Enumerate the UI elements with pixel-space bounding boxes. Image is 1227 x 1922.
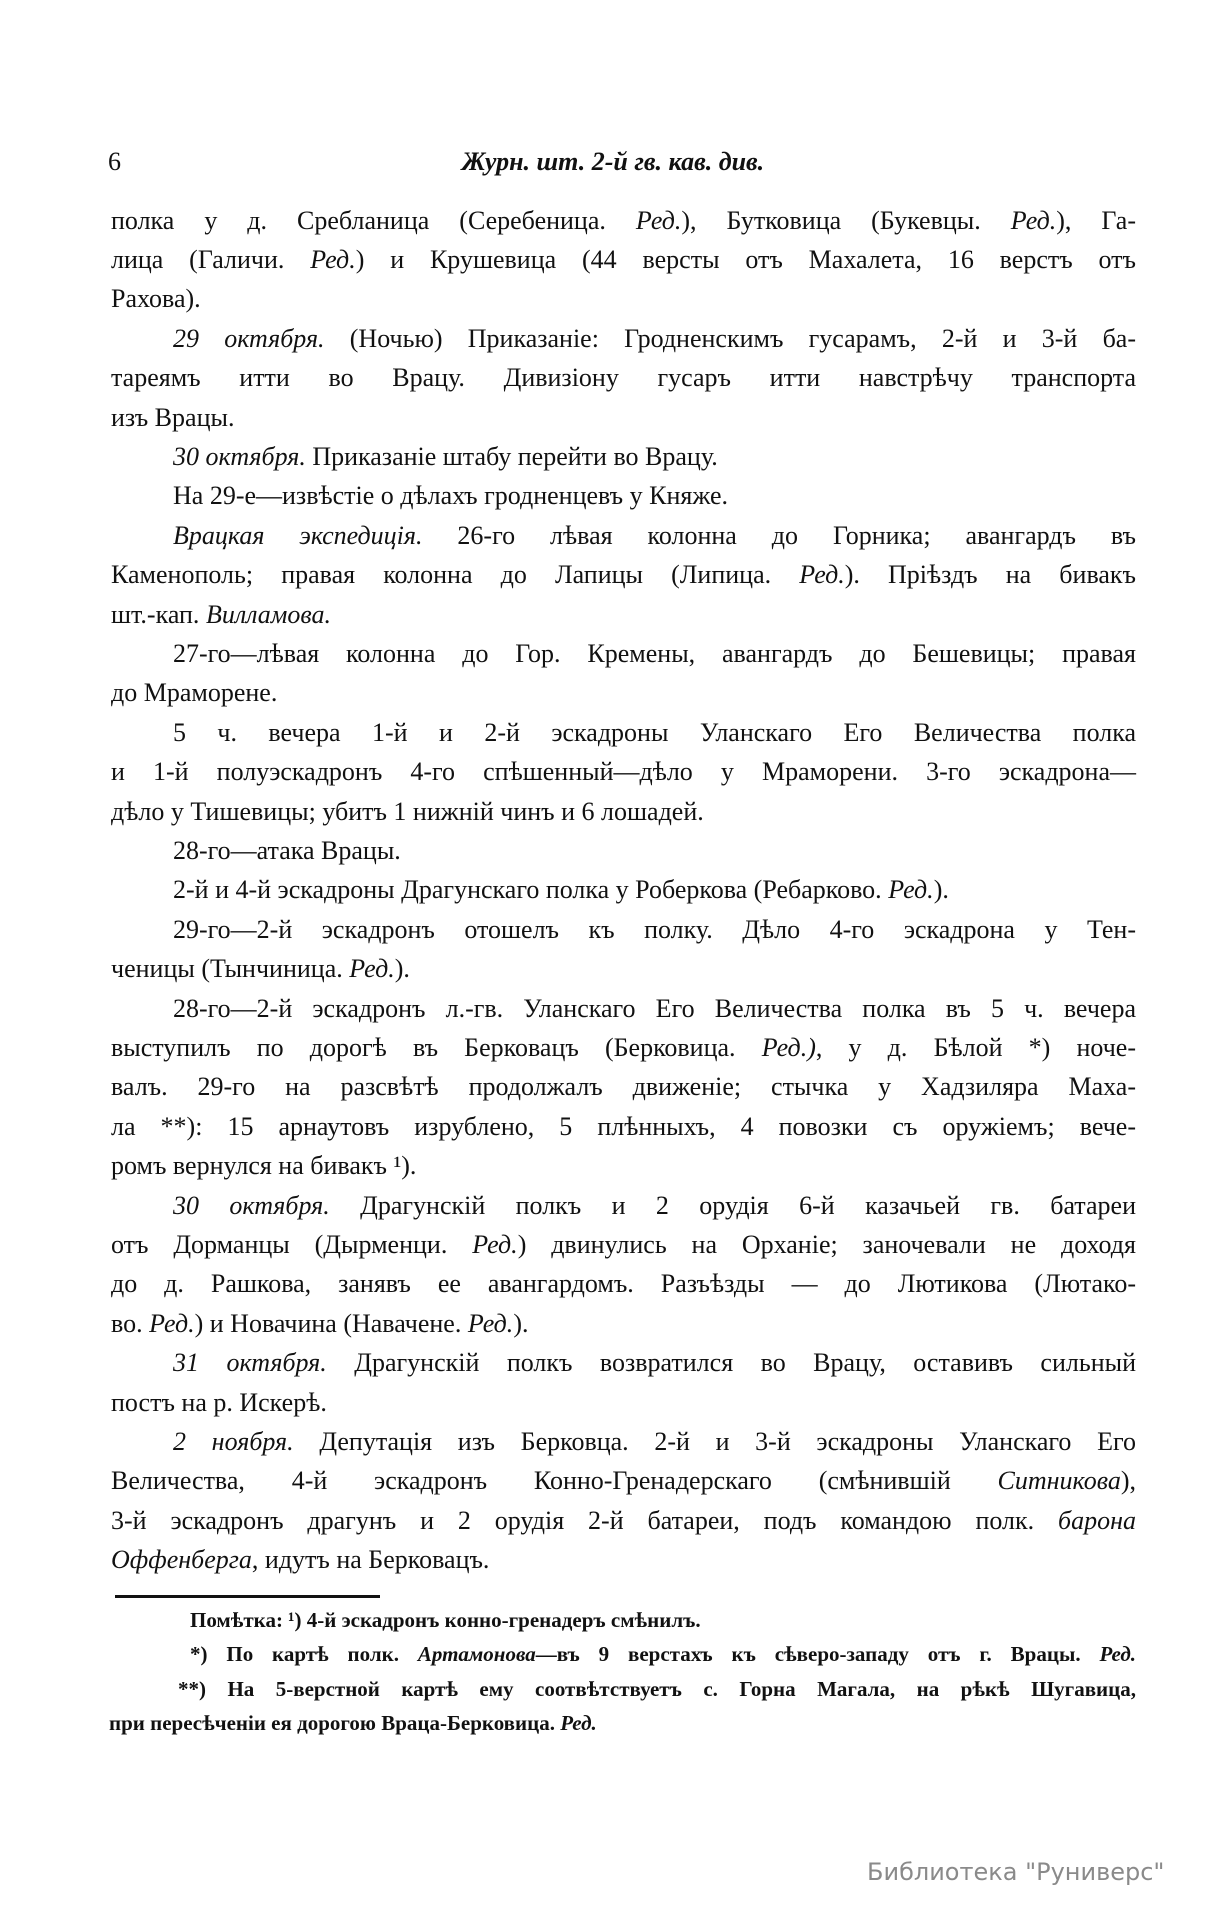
text-line [111, 1107, 1136, 1146]
text-line [173, 713, 1136, 752]
text-line [173, 870, 1136, 909]
text-line [111, 358, 1136, 397]
text-segment: *) По картѣ полк. [190, 1642, 418, 1666]
text-segment: Приказаніе штабу перейти во Врацу. [305, 441, 718, 471]
italic-text: Ред. [560, 1711, 597, 1735]
text-segment: 27-го—лѣвая колонна до Гор. Кремены, авангардъ до Бешевицы; правая [173, 638, 1136, 668]
italic-text: Ситникова [997, 1466, 1121, 1496]
text-segment: изъ Врацы. [111, 402, 235, 432]
text-segment: при пересѣченіи ея дорогою Враца-Берковица. [109, 1711, 561, 1735]
text-segment: 26-го лѣвая колонна до Горника; авангардъ въ [422, 520, 1136, 550]
italic-text: барона [1058, 1505, 1136, 1535]
footnote-line [109, 1706, 1136, 1740]
text-segment: отъ Дорманцы (Дырменци. [111, 1229, 473, 1259]
italic-text: Оффенберга [111, 1545, 252, 1575]
italic-text: 29 октября. [173, 323, 325, 353]
text-line [111, 1146, 1136, 1185]
text-segment: 2-й и 4-й эскадроны Драгунскаго полка у Роберкова (Ребарково. [173, 875, 889, 905]
text-segment: 3-й эскадронъ драгунъ и 2 орудія 2-й батареи, подъ командою полк. [111, 1505, 1059, 1535]
text-line [173, 476, 1136, 515]
italic-text: 31 октября. [173, 1348, 327, 1378]
text-segment: **) На 5-верстной картѣ ему соотвѣтствуетъ с. Горна Магала, на рѣкѣ Шугавица, [178, 1677, 1136, 1701]
italic-text: Ред. [472, 1229, 518, 1259]
text-segment: ), Бутковица (Букевцы. [681, 205, 1011, 235]
library-watermark: Библиотека "Руниверс" [867, 1858, 1165, 1886]
italic-text: Ред. [888, 875, 934, 905]
footnote-separator [115, 1595, 380, 1598]
text-segment: Помѣтка: ¹) 4-й эскадронъ конно-гренадеръ смѣнилъ. [190, 1608, 701, 1632]
text-line [111, 555, 1136, 594]
italic-text: Ред. [310, 244, 356, 274]
text-segment: ) и Крушевица (44 версты отъ Махалета, 16 верстъ отъ [355, 244, 1136, 274]
italic-text: Ред. [1010, 205, 1057, 235]
text-line [111, 1304, 1136, 1343]
text-segment: и 1-й полуэскадронъ 4-го спѣшенный—дѣло у Мраморени. 3-го эскадрона— [111, 757, 1136, 787]
text-segment: лица (Галичи. [111, 244, 311, 274]
text-line [173, 989, 1136, 1028]
text-segment: постъ на р. Искерѣ. [111, 1387, 327, 1417]
text-segment: Каменополь; правая колонна до Лапицы (Липица. [111, 560, 800, 590]
text-segment: 28-го—атака Врацы. [173, 835, 401, 865]
text-line [111, 1540, 1136, 1579]
text-line [111, 1501, 1136, 1540]
page-number: 6 [108, 147, 121, 176]
text-segment: шт.-кап. [111, 599, 206, 629]
text-line [111, 792, 1136, 831]
footnote-line [190, 1637, 1136, 1671]
text-line [111, 398, 1136, 437]
text-segment: до д. Рашкова, занявъ ее авангардомъ. Разъѣзды — до Лютикова (Лютако- [111, 1269, 1136, 1299]
text-segment: Драгунскій полкъ и 2 орудія 6-й казачьей гв. батареи [329, 1190, 1136, 1220]
text-line [111, 949, 1136, 988]
italic-text: Ред. [149, 1308, 195, 1338]
text-segment: валъ. 29-го на разсвѣтѣ продолжалъ движеніе; стычка у Хадзиляра Маха- [111, 1072, 1136, 1102]
running-title: Журн. шт. 2-й гв. кав. див. [461, 147, 765, 176]
text-segment: ла **): 15 арнаутовъ изрублено, 5 плѣнныхъ, 4 повозки съ оружіемъ; вече- [111, 1111, 1136, 1141]
text-segment: ромъ вернулся на бивакъ ¹). [111, 1151, 417, 1181]
text-line [111, 1067, 1136, 1106]
text-segment: дѣло у Тишевицы; убитъ 1 нижній чинъ и 6 лошадей. [111, 796, 704, 826]
text-line [173, 516, 1136, 555]
text-segment: Величества, 4-й эскадронъ Конно-Гренадерскаго (смѣнившій [111, 1466, 998, 1496]
text-segment: 29-го—2-й эскадронъ отошелъ къ полку. Дѣло 4-го эскадрона у Тен- [173, 914, 1136, 944]
text-segment: На 29-е—извѣстіе о дѣлахъ гродненцевъ у Княже. [173, 481, 728, 511]
italic-text: 2 ноября. [173, 1426, 294, 1456]
text-segment: ), [1120, 1466, 1136, 1496]
text-segment: ) и Новачина (Навачене. [194, 1308, 468, 1338]
text-line [173, 1186, 1136, 1225]
italic-text: Ред. [1099, 1642, 1136, 1666]
text-line [111, 1461, 1136, 1500]
text-segment: тареямъ итти во Врацу. Дивизіону гусаръ итти навстрѣчу транспорта [111, 363, 1136, 393]
text-segment: ). [394, 954, 410, 984]
text-segment: до Мраморене. [111, 678, 278, 708]
text-line [111, 1264, 1136, 1303]
text-line [111, 1383, 1136, 1422]
italic-text: Вилламова. [205, 599, 332, 629]
text-line [111, 279, 1136, 318]
text-line [111, 201, 1136, 240]
text-segment: , идутъ на Берковацъ. [251, 1545, 490, 1575]
text-line [173, 319, 1136, 358]
text-segment: выступилъ по дорогѣ въ Берковацъ (Берковица. [111, 1032, 762, 1062]
text-segment: Депутація изъ Берковца. 2-й и 3-й эскадроны Уланскаго Его [293, 1426, 1136, 1456]
text-segment: 28-го—2-й эскадронъ л.-гв. Уланскаго Его Величества полка въ 5 ч. вечера [173, 993, 1136, 1023]
text-segment: , у д. Бѣлой *) ноче- [815, 1032, 1136, 1062]
text-segment: Драгунскій полкъ возвратился во Врацу, оставивъ сильный [326, 1348, 1136, 1378]
text-line [173, 437, 1136, 476]
italic-text: 30 октября. [173, 1190, 330, 1220]
text-segment: ), Га- [1056, 205, 1136, 235]
text-segment: полка у д. Сребланица (Серебеница. [111, 205, 636, 235]
footnote-line [190, 1603, 1136, 1637]
text-line [111, 752, 1136, 791]
text-line [111, 595, 1136, 634]
text-line [111, 1028, 1136, 1067]
italic-text: 30 октября. [173, 441, 306, 471]
text-segment: (Ночью) Приказаніе: Гродненскимъ гусарамъ, 2-й и 3-й ба- [324, 323, 1136, 353]
italic-text: Ред. [467, 1308, 514, 1338]
text-segment: —въ 9 верстахъ къ сѣверо-западу отъ г. Врацы. [535, 1642, 1100, 1666]
text-segment: 5 ч. вечера 1-й и 2-й эскадроны Уланскаго Его Величества полка [173, 717, 1136, 747]
text-segment: ) двинулись на Орханіе; заночевали не доходя [517, 1229, 1136, 1259]
text-line [111, 673, 1136, 712]
text-line [173, 634, 1136, 673]
footnote-line [178, 1672, 1136, 1706]
italic-text: Ред. [635, 205, 682, 235]
text-segment: во. [111, 1308, 150, 1338]
text-line [173, 831, 1136, 870]
text-line [173, 910, 1136, 949]
italic-text: Врацкая экспедиція. [173, 520, 423, 550]
text-segment: ). [513, 1308, 529, 1338]
text-segment: ). Пріѣздъ на бивакъ [844, 560, 1136, 590]
text-line [111, 1225, 1136, 1264]
italic-text: Ред.) [761, 1032, 816, 1062]
text-line [111, 240, 1136, 279]
italic-text: Ред. [349, 954, 395, 984]
italic-text: Артамонова [417, 1642, 536, 1666]
text-segment: ). [933, 875, 949, 905]
italic-text: Ред. [799, 560, 845, 590]
text-segment: ченицы (Тынчиница. [111, 954, 350, 984]
text-segment: Рахова). [111, 284, 201, 314]
text-line [173, 1343, 1136, 1382]
text-line [173, 1422, 1136, 1461]
